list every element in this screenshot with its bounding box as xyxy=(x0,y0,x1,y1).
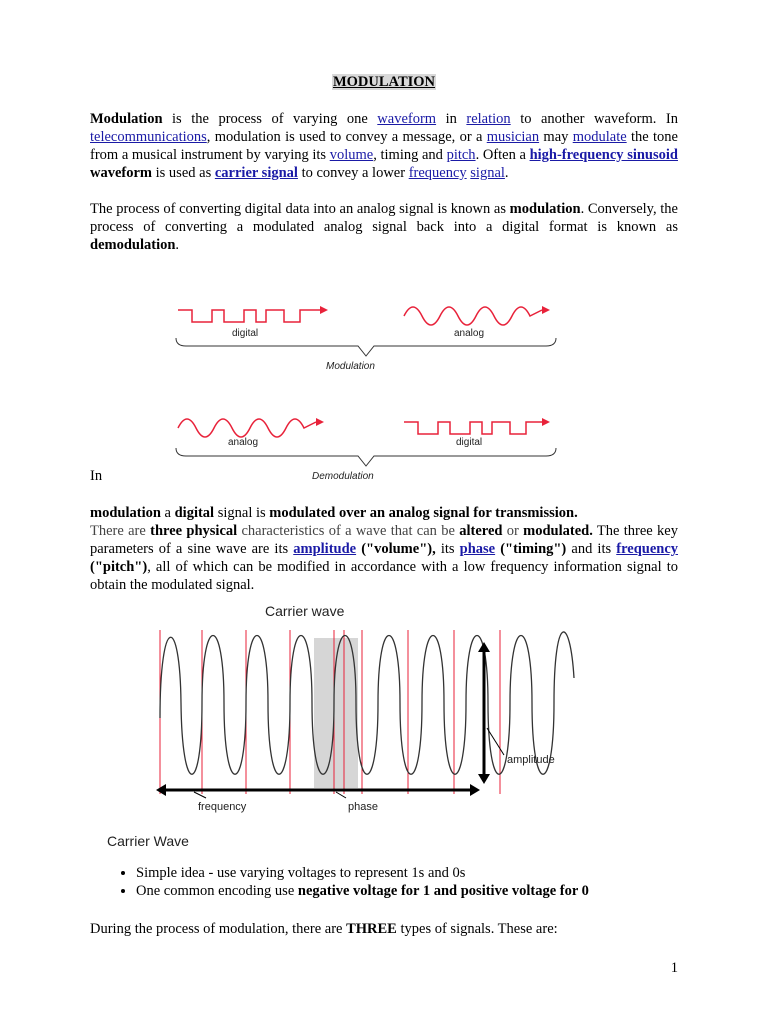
label-phase: phase xyxy=(348,801,378,813)
list-item: • One common encoding use negative voltage for 1 and positive voltage for 0 xyxy=(136,882,696,900)
carrier-wave-title: Carrier wave xyxy=(265,603,345,619)
arrowhead-top-left xyxy=(320,306,328,314)
page-number: 1 xyxy=(670,960,678,976)
label-analog-top: analog xyxy=(454,328,485,339)
paragraph-signal-types: During the process of modulation, there are THREE types of signals. These are: xyxy=(90,921,558,937)
link-frequency-bold[interactable]: frequency xyxy=(616,541,679,557)
brace-bottom xyxy=(176,448,556,466)
digital-wave-top xyxy=(178,310,320,322)
label-frequency: frequency xyxy=(198,801,247,813)
page-title: MODULATION xyxy=(332,74,436,90)
paragraph-modulation-definition: Modulation is the process of varying one waveform in relation to another waveform. In telecommunications, modulation is used to convey a message, or a musician may modulate the tone from a musical instrument by varying its volume, timing and pitch. Often a high-frequency sinusoid waveform is used as carrier signal to convey a lower frequency signal. xyxy=(90,111,678,181)
label-analog-bottom: analog xyxy=(228,437,259,448)
label-digital-bottom: digital xyxy=(456,437,483,448)
link-relation[interactable]: relation xyxy=(466,111,511,127)
bullet-list xyxy=(90,864,696,900)
link-pitch[interactable]: pitch xyxy=(446,147,476,163)
carrier-wave-figure xyxy=(150,598,590,820)
digital-wave-bottom xyxy=(404,422,542,434)
list-item: • Simple idea - use varying voltages to represent 1s and 0s xyxy=(136,864,696,882)
label-amplitude: amplitude xyxy=(507,754,555,766)
arrowhead-bottom-right xyxy=(542,418,550,426)
label-digital-top: digital xyxy=(232,328,259,339)
in-label: In xyxy=(90,468,103,484)
link-phase[interactable]: phase xyxy=(459,541,496,557)
arrowhead-top-right xyxy=(542,306,550,314)
caption-modulation: Modulation xyxy=(326,361,375,372)
link-musician[interactable]: musician xyxy=(486,129,540,145)
carrier-wave-caption: Carrier Wave xyxy=(107,833,189,849)
carrier-sine-wave xyxy=(160,632,574,774)
paragraph-wave-parameters: modulation a digital signal is modulated over an analog signal for transmission. There are three physical characteristics of a wave that can be altered or modulated. The three key parameters of a sine wave are its amplitude ("volume"), its phase ("timing") and its frequency ("pitch"), all of which can be modified in accordance with a low frequency information signal to obtain the modulated signal. xyxy=(90,505,679,593)
analog-wave-bottom xyxy=(178,419,316,437)
caption-demodulation: Demodulation xyxy=(312,471,374,482)
link-high-frequency-sinusoid[interactable]: high-frequency sinusoid xyxy=(529,147,678,163)
paragraph-conversion: The process of converting digital data into an analog signal is known as modulation. Conversely, the process of converting a modulated analog signal back into a digital format is known as demodulation. xyxy=(90,201,678,253)
brace-top xyxy=(176,338,556,356)
modulation-diagram xyxy=(170,298,570,488)
link-carrier-signal[interactable]: carrier signal xyxy=(214,165,298,181)
link-frequency[interactable]: frequency xyxy=(408,165,467,181)
link-waveform[interactable]: waveform xyxy=(377,111,437,127)
link-volume[interactable]: volume xyxy=(329,147,374,163)
link-signal[interactable]: signal xyxy=(470,165,505,181)
link-amplitude[interactable]: amplitude xyxy=(293,541,357,557)
link-telecommunications[interactable]: telecommunications xyxy=(90,129,207,145)
analog-wave-top xyxy=(404,307,542,325)
link-modulate[interactable]: modulate xyxy=(572,129,627,145)
arrowhead-bottom-left xyxy=(316,418,324,426)
